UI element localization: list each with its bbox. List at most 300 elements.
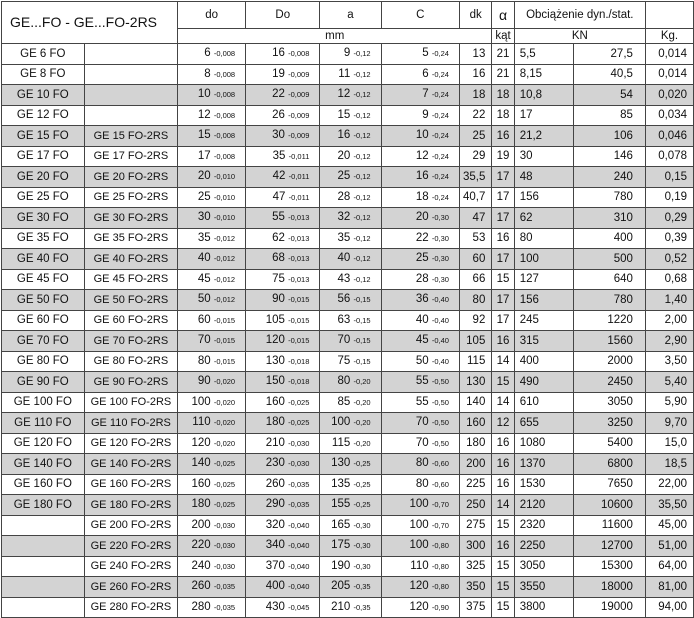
cell-angle: 19 [492,146,514,167]
cell-d [178,372,246,393]
cell-dk: 160 [459,413,491,434]
cell-C-tolerance: -0,80 [431,561,449,571]
designation-fo: GE 15 FO [2,126,85,147]
cell-a-value: 56 [337,293,351,305]
cell-D [246,495,320,516]
cell-D [246,146,320,167]
cell-a-tolerance: -0,20 [353,377,371,386]
cell-d-tolerance: -0,008 [213,110,236,120]
cell-dk: 275 [459,515,491,536]
cell-dyn-load: 400 [514,351,573,372]
cell-d [178,597,246,618]
table-row [2,208,694,229]
designation-fo: GE 6 FO [2,44,85,65]
cell-a-value: 20 [337,149,351,162]
designation-fo: GE 100 FO [2,392,85,413]
table-row [2,495,694,516]
cell-D [246,454,320,475]
cell-D-tolerance: -0,009 [288,110,310,120]
cell-d [178,495,246,516]
cell-a-tolerance: -0,30 [353,541,371,550]
cell-dyn-load: 1370 [514,454,573,475]
designation-fo-2rs [84,85,178,106]
cell-d-value: 220 [191,539,211,551]
designation-fo-2rs: GE 45 FO-2RS [84,269,178,290]
cell-dyn-load: 156 [514,290,573,311]
cell-C-value: 120 [409,580,429,592]
cell-a [320,454,381,475]
cell-angle: 15 [492,597,514,618]
col-header-load: Obciążenie dyn./stat. [514,2,645,29]
cell-D-value: 150 [265,375,285,387]
cell-angle: 14 [492,392,514,413]
cell-d-tolerance: -0,025 [213,500,236,509]
cell-d [178,105,246,126]
cell-D [246,126,320,147]
cell-C-tolerance: -0,50 [431,438,449,448]
cell-D-value: 55 [272,211,285,223]
cell-C [381,454,459,475]
cell-dk: 92 [459,310,491,331]
cell-C-value: 10 [415,129,429,141]
cell-a-value: 16 [337,129,351,141]
cell-a [320,85,381,106]
designation-fo [2,515,85,536]
cell-D [246,413,320,434]
cell-d-value: 50 [197,293,211,305]
cell-a-value: 63 [337,313,351,326]
designation-fo: GE 45 FO [2,269,85,290]
cell-a-value: 25 [337,170,351,182]
cell-a-tolerance: -0,20 [353,397,371,407]
cell-a [320,208,381,229]
unit-angle: kąt [492,29,514,44]
cell-D-tolerance: -0,035 [288,500,310,509]
cell-C-tolerance: -0,40 [431,295,449,304]
designation-fo: GE 12 FO [2,105,85,126]
cell-D [246,208,320,229]
cell-C-value: 12 [415,149,429,162]
cell-dk: 35,5 [459,167,491,188]
cell-a [320,249,381,270]
unit-kg: Kg. [645,29,693,44]
table-row [2,269,694,290]
cell-C-value: 6 [422,67,429,80]
cell-d-tolerance: -0,035 [213,602,236,612]
designation-fo-2rs: GE 17 FO-2RS [84,146,178,167]
cell-d [178,310,246,331]
cell-d-value: 15 [197,129,211,141]
cell-d-tolerance: -0,015 [213,336,236,345]
cell-C-value: 20 [415,211,429,223]
cell-dk: 25 [459,126,491,147]
cell-D-tolerance: -0,009 [288,69,310,79]
cell-dyn-load: 2120 [514,495,573,516]
cell-a-tolerance: -0,12 [353,131,371,140]
cell-a [320,474,381,495]
cell-a-tolerance: -0,12 [353,172,371,181]
cell-weight: 0,020 [645,85,693,106]
cell-a [320,536,381,557]
cell-a-tolerance: -0,15 [353,295,371,304]
cell-d-tolerance: -0,010 [213,172,236,181]
cell-a-tolerance: -0,15 [353,315,371,325]
cell-a-tolerance: -0,15 [353,336,371,345]
table-row [2,187,694,208]
cell-angle: 17 [492,208,514,229]
cell-d [178,556,246,577]
cell-D [246,44,320,65]
table-row [2,105,694,126]
cell-C-value: 55 [415,375,429,387]
cell-a-tolerance: -0,12 [353,90,371,99]
cell-a-tolerance: -0,25 [353,500,371,509]
cell-angle: 15 [492,556,514,577]
cell-D-tolerance: -0,011 [288,172,310,181]
cell-a [320,392,381,413]
cell-d [178,433,246,454]
designation-fo [2,556,85,577]
table-row [2,167,694,188]
designation-fo: GE 60 FO [2,310,85,331]
cell-C-tolerance: -0,24 [431,131,449,140]
table-body [2,44,694,618]
cell-C [381,85,459,106]
cell-a-value: 12 [337,88,351,100]
cell-d-value: 100 [191,395,211,408]
designation-fo-2rs [84,105,178,126]
cell-angle: 15 [492,269,514,290]
cell-D [246,290,320,311]
cell-angle: 18 [492,85,514,106]
cell-C [381,208,459,229]
cell-C [381,433,459,454]
cell-a [320,515,381,536]
cell-d-tolerance: -0,020 [213,397,236,407]
cell-angle: 18 [492,105,514,126]
cell-a-value: 210 [331,600,351,613]
table-row [2,351,694,372]
cell-a [320,126,381,147]
cell-weight: 5,40 [645,372,693,393]
designation-fo-2rs: GE 220 FO-2RS [84,536,178,557]
cell-C-tolerance: -0,70 [431,500,449,509]
cell-a-value: 130 [331,457,351,469]
designation-fo: GE 10 FO [2,85,85,106]
cell-a [320,269,381,290]
cell-weight: 5,90 [645,392,693,413]
cell-d-value: 8 [204,67,211,80]
cell-d [178,85,246,106]
cell-D [246,249,320,270]
cell-d-tolerance: -0,015 [213,356,236,366]
cell-a-tolerance: -0,20 [353,438,371,448]
cell-D-value: 26 [272,108,285,121]
bearing-spec-table [1,1,694,618]
cell-d-value: 200 [191,518,211,531]
cell-a-tolerance: -0,20 [353,418,371,427]
cell-d-tolerance: -0,020 [213,377,236,386]
cell-static-load: 500 [573,249,645,270]
cell-C-tolerance: -0,24 [431,172,449,181]
cell-D-tolerance: -0,035 [288,479,310,489]
cell-C-value: 100 [409,539,429,551]
cell-a [320,44,381,65]
cell-dyn-load: 62 [514,208,573,229]
cell-C-value: 80 [415,477,429,490]
cell-dyn-load: 610 [514,392,573,413]
cell-C [381,64,459,85]
cell-D [246,85,320,106]
cell-C-value: 7 [422,88,429,100]
cell-C-value: 18 [415,190,429,203]
cell-weight: 18,5 [645,454,693,475]
table-row [2,515,694,536]
cell-dyn-load: 5,5 [514,44,573,65]
cell-dk: 375 [459,597,491,618]
cell-D-value: 290 [265,498,285,510]
cell-dk: 60 [459,249,491,270]
cell-dyn-load: 315 [514,331,573,352]
cell-C-tolerance: -0,70 [431,520,449,530]
cell-weight: 64,00 [645,556,693,577]
cell-dyn-load: 1080 [514,433,573,454]
cell-d [178,64,246,85]
cell-d-value: 240 [191,559,211,572]
cell-weight: 0,19 [645,187,693,208]
designation-fo: GE 80 FO [2,351,85,372]
cell-a-value: 35 [337,231,351,244]
cell-dyn-load: 8,15 [514,64,573,85]
cell-C-value: 22 [415,231,429,244]
cell-d-value: 90 [197,375,211,387]
cell-d [178,44,246,65]
cell-dyn-load: 127 [514,269,573,290]
unit-kn: KN [514,29,645,44]
cell-C-tolerance: -0,40 [431,336,449,345]
cell-C [381,392,459,413]
cell-dk: 53 [459,228,491,249]
cell-a [320,597,381,618]
cell-a-tolerance: -0,25 [353,479,371,489]
table-row [2,331,694,352]
cell-angle: 17 [492,249,514,270]
cell-D-value: 320 [265,518,285,531]
designation-fo-2rs: GE 200 FO-2RS [84,515,178,536]
cell-weight: 0,014 [645,64,693,85]
designation-fo: GE 70 FO [2,331,85,352]
cell-dyn-load: 2250 [514,536,573,557]
cell-angle: 16 [492,454,514,475]
designation-fo-2rs: GE 110 FO-2RS [84,413,178,434]
cell-D-value: 160 [265,395,285,408]
cell-d-value: 110 [192,416,211,428]
cell-a-value: 28 [337,190,351,203]
cell-angle: 16 [492,536,514,557]
cell-dyn-load: 1530 [514,474,573,495]
cell-d-value: 35 [197,231,211,244]
cell-D-tolerance: -0,040 [288,520,310,530]
cell-angle: 17 [492,310,514,331]
designation-fo-2rs [84,44,178,65]
cell-C [381,331,459,352]
cell-static-load: 11600 [573,515,645,536]
cell-d-tolerance: -0,025 [213,479,236,489]
cell-static-load: 640 [573,269,645,290]
table-row [2,64,694,85]
cell-d [178,269,246,290]
cell-a [320,167,381,188]
cell-D [246,269,320,290]
cell-d-tolerance: -0,015 [213,315,236,325]
cell-C-tolerance: -0,90 [431,602,449,612]
cell-C-value: 70 [415,416,429,428]
cell-C-tolerance: -0,80 [431,582,449,591]
cell-C [381,310,459,331]
cell-static-load: 400 [573,228,645,249]
cell-a-tolerance: -0,30 [353,561,371,571]
cell-weight: 0,046 [645,126,693,147]
cell-a [320,413,381,434]
cell-d [178,126,246,147]
cell-D [246,597,320,618]
cell-C [381,372,459,393]
cell-C-value: 36 [415,293,429,305]
cell-C-value: 28 [415,272,429,285]
cell-d-tolerance: -0,020 [213,418,236,427]
col-header-C: C [381,2,459,29]
cell-C [381,351,459,372]
cell-d-value: 10 [197,88,211,100]
cell-a-value: 9 [343,47,351,59]
cell-dk: 225 [459,474,491,495]
table-title: GE...FO - GE...FO-2RS [2,2,178,44]
cell-a-tolerance: -0,12 [353,69,371,79]
cell-D-value: 16 [272,47,285,59]
cell-dyn-load: 655 [514,413,573,434]
cell-C-tolerance: -0,30 [431,233,449,243]
cell-D [246,556,320,577]
cell-weight: 2,90 [645,331,693,352]
cell-dyn-load: 100 [514,249,573,270]
designation-fo-2rs: GE 140 FO-2RS [84,454,178,475]
cell-C [381,577,459,598]
table-row [2,310,694,331]
cell-a [320,556,381,577]
designation-fo-2rs: GE 20 FO-2RS [84,167,178,188]
cell-weight: 45,00 [645,515,693,536]
cell-static-load: 1220 [573,310,645,331]
cell-d-tolerance: -0,030 [213,541,236,550]
cell-D-value: 370 [265,559,285,572]
cell-dk: 80 [459,290,491,311]
cell-a-tolerance: -0,35 [353,602,371,612]
table-row [2,85,694,106]
cell-dyn-load: 17 [514,105,573,126]
cell-a-value: 100 [331,416,351,428]
cell-d [178,474,246,495]
table-row [2,146,694,167]
cell-a-value: 80 [337,375,351,387]
table-row [2,228,694,249]
cell-d-value: 260 [191,580,211,592]
cell-D-value: 260 [265,477,285,490]
cell-D [246,167,320,188]
cell-D-value: 430 [265,600,285,613]
cell-d-tolerance: -0,025 [213,459,236,468]
designation-fo [2,577,85,598]
cell-D-value: 35 [272,149,286,162]
cell-D-value: 47 [272,190,286,203]
cell-a-value: 43 [337,272,351,285]
cell-a [320,351,381,372]
designation-fo-2rs: GE 80 FO-2RS [84,351,178,372]
cell-D [246,331,320,352]
cell-a-value: 155 [331,498,351,510]
col-header-alpha: α [492,2,514,29]
designation-fo: GE 90 FO [2,372,85,393]
cell-a-tolerance: -0,12 [353,151,371,161]
cell-D-tolerance: -0,011 [288,151,310,161]
cell-D-value: 22 [272,88,285,100]
cell-angle: 17 [492,187,514,208]
cell-weight: 0,034 [645,105,693,126]
cell-dk: 22 [459,105,491,126]
cell-d-value: 30 [197,211,211,223]
cell-D-tolerance: -0,013 [288,233,310,243]
cell-static-load: 780 [573,290,645,311]
cell-D [246,577,320,598]
cell-weight: 0,68 [645,269,693,290]
designation-fo-2rs: GE 90 FO-2RS [84,372,178,393]
cell-C-tolerance: -0,50 [431,418,449,427]
cell-C-value: 5 [422,47,429,59]
designation-fo [2,536,85,557]
cell-a [320,495,381,516]
cell-a-tolerance: -0,12 [353,110,371,120]
cell-D-tolerance: -0,013 [288,254,310,263]
col-header-D: Do [246,2,320,29]
cell-C-tolerance: -0,24 [431,90,449,99]
cell-D-tolerance: -0,009 [288,131,310,140]
cell-D-tolerance: -0,008 [288,49,310,58]
cell-angle: 12 [492,413,514,434]
table-row [2,433,694,454]
cell-C [381,290,459,311]
cell-static-load: 15300 [573,556,645,577]
cell-d-tolerance: -0,012 [213,274,236,284]
cell-D-value: 30 [272,129,285,141]
cell-d-tolerance: -0,030 [213,520,236,530]
cell-C-tolerance: -0,80 [431,541,449,550]
cell-D [246,474,320,495]
cell-a-value: 11 [338,67,351,80]
cell-static-load: 240 [573,167,645,188]
designation-fo: GE 50 FO [2,290,85,311]
cell-a-value: 190 [331,559,351,572]
cell-D [246,536,320,557]
cell-weight: 81,00 [645,577,693,598]
cell-a-tolerance: -0,12 [353,274,371,284]
designation-fo: GE 40 FO [2,249,85,270]
cell-weight: 51,00 [645,536,693,557]
designation-fo: GE 20 FO [2,167,85,188]
cell-a-tolerance: -0,12 [353,254,371,263]
cell-d-tolerance: -0,020 [213,438,236,448]
cell-d [178,515,246,536]
designation-fo: GE 8 FO [2,64,85,85]
designation-fo-2rs: GE 160 FO-2RS [84,474,178,495]
